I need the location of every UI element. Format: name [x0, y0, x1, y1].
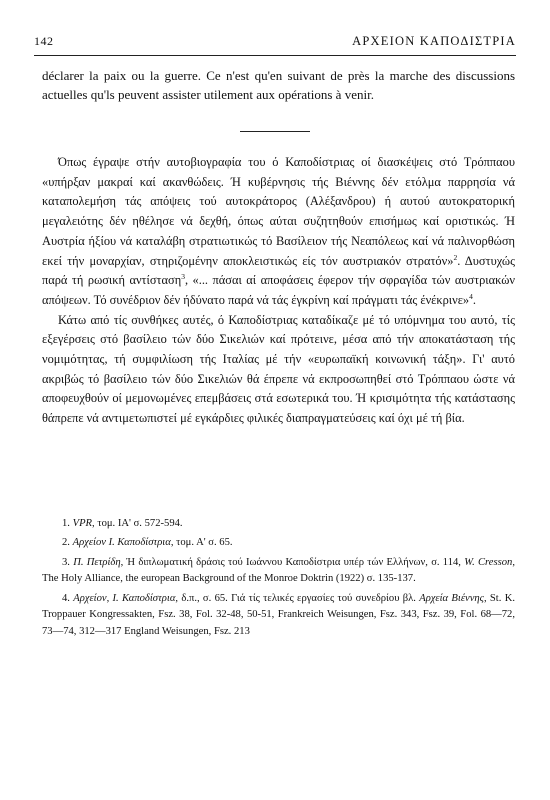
- footnote-source: Αρχείον, Ι. Καποδίστρια: [73, 592, 176, 604]
- footnote-source-2: Αρχεία Βιέννης: [419, 592, 484, 604]
- greek-paragraph-1: [42, 153, 515, 311]
- paragraph-1-text-b: . Δυστυχώς παρά τή ρωσική αντίσταση: [42, 253, 515, 288]
- footnote-text: , τομ. Α' σ. 65.: [170, 537, 233, 549]
- footnote-source: VPR: [72, 518, 93, 529]
- footnote-number: 1.: [62, 518, 70, 529]
- paragraph-1-text-c: , «... πάσαι αί αποφάσεις έφερον τήν σφραγίδα τών αυστριακών απόψεων. Τό συνέδριον δέν ήδύνατο παρά νά τάς έγκρίνη καί πράγματι τάς ένέκρινε»: [42, 273, 516, 307]
- footnote-source: Αρχείον Ι. Καποδίστρια: [72, 537, 171, 549]
- footnote-number: 4.: [62, 592, 70, 604]
- french-paragraph: déclarer la paix ou la guerre. Ce n'est qu'en suivant de près la marche des discussions actuelles qu'ls peuvent assister utilement aux opérations à venir.: [42, 68, 515, 102]
- greek-paragraph-2: Κάτω από τίς συνθήκες αυτές, ό Καποδίστριας καταδίκαζε μέ τό υπόμνημα του αυτό, τίς εξεγέρσεις στό βασίλειο τών δύο Σικελιών καί πρότεινε, μέσα από τήν αποκατάσταση τής νομιμότητας, τή συμφιλίωση τής Ιταλίας μέ τήν «ευρωπαϊκή κοινωνική τάξη». Γι' αυτό ακριβώς τό βασίλειο τών δύο Σικελιών θά έπρεπε νά εκπροσωπηθεί στό Τρόππαου ώστε νά αποφευχθούν οί μεμονωμένες επεμβάσεις στά εσωτερικά του. Ή κρισιμότητα τής κατάστασης θάπρεπε νά αντιμετωπιστεί μέ εγκάρδιες φιλικές διαπραγματεύσεις καί όχι μέ τή βία.: [42, 312, 515, 426]
- footnote-text-2: , The Holy Alliance, the european Background of the Monroe Doktrin (1922) σ. 135-137.: [42, 556, 515, 585]
- footnote-ref-2: 2: [453, 252, 458, 262]
- section-divider: [240, 131, 310, 132]
- footnote-source: Π. Πετρίδη: [73, 556, 121, 568]
- footnote-text: , Ή διπλωματική δράσις τού Ιωάννου Καποδίστρια υπέρ τών Ελλήνων, σ. 114,: [120, 556, 465, 568]
- footnotes: [42, 516, 515, 641]
- header-rule: [34, 55, 516, 56]
- paragraph-1-text-a: Όπως έγραψε στήν αυτοβιογραφία του ό Καποδίστριας οί διασκέψεις στό Τρόππαου «υπήρξαν μακραί καί ακανθώδεις. Ή κυβέρνησις τής Βιέννης δέν ετόλμα παρρησία νά καταπολεμήση τάς απόψεις τού αυτοκράτορος (Αλέξανδρου) ή αυτού αυτοκρατορική μεγαλειότης δέν ηθέλησε νά δεχθή, όπως αύται συζητηθούν επισήμως καί οριστικώς. Ή Αυστρία ήξίου νά καταλάβη στρατιωτικώς τό Βασίλειον τής Νεαπόλεως καί νά παλινορθώση εκεί τήν μοναρχίαν, στηριζομένην αποκλειστικώς είς τόν αυστριακόν στρατόν»: [42, 155, 515, 268]
- page-number: 142: [34, 34, 54, 48]
- footnote-4: [42, 591, 515, 641]
- greek-body: [42, 153, 515, 429]
- footnote-ref-3: 3: [181, 272, 185, 282]
- footnote-3: [42, 555, 515, 588]
- paragraph-1-text-d: .: [472, 292, 476, 307]
- running-head: ΑΡΧΕΙΟΝ ΚΑΠΟΔΙΣΤΡΙΑ: [352, 34, 516, 48]
- footnote-number: 2.: [62, 537, 70, 549]
- footnote-text: , δ.π., σ. 65. Γιά τίς τελικές εργασίες τού συνεδρίου βλ.: [175, 592, 420, 604]
- footnote-ref-4: 4: [469, 291, 473, 301]
- footnote-text: , τομ. ΙΑ' σ. 572-594.: [92, 518, 183, 529]
- footnote-text-2: , St. K. Troppauer Kongressakten, Fsz. 38, Fol. 32-48, 50-51, Frankreich Weisungen, Fsz. 343, Fsz. 39, Fol. 68—72, 73—74, 312—317 England Weisungen, Fsz. 213: [42, 592, 515, 637]
- footnote-2: [42, 535, 515, 552]
- footnote-1: [42, 516, 515, 533]
- footnote-source-2: W. Cresson: [464, 556, 513, 568]
- footnote-number: 3.: [62, 556, 70, 568]
